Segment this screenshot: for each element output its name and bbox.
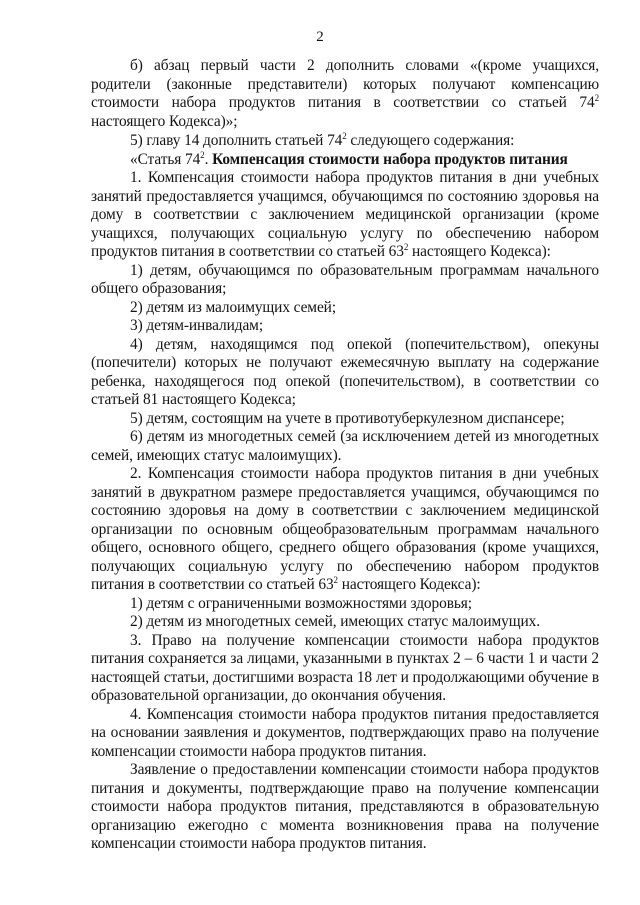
paragraph-text: настоящего Кодекса): [408, 243, 551, 260]
list-item-2-1: 1) детям с ограниченными возможностями здоровья; [130, 594, 472, 612]
paragraph-part-3: 3. Право на получение компенсации стоимости набора продуктов питания сохраняется за лицами, указанными в пунктах 2 – 6 части 1 и части 2 настоящей статьи, достигшими возраста 18 лет и продолжающими обучение в образовательной организации, до окончания обучения. [91, 631, 599, 704]
superscript: 2 [342, 131, 347, 141]
paragraph-text: 1. Компенсация стоимости набора продуктов питания в дни учебных занятий предоставляется учащимся, обучающимся по состоянию здоровья на дому в соответствии с заключением медицинской организации (кроме учащихся, получающих социальную услугу по обеспечению набором продуктов питания в соответствии со статьей 63 [91, 169, 599, 260]
paragraph-amendment-5 [91, 132, 599, 151]
list-item-1-1: 1) детям, обучающимся по образовательным программам начального общего образования; [91, 261, 599, 297]
list-item-1-6: 6) детям из многодетных семей (за исключением детей из многодетных семей, имеющих статус малоимущих). [91, 428, 599, 464]
page-number: 2 [316, 29, 324, 45]
list-item-2-2: 2) детям из многодетных семей, имеющих статус малоимущих. [130, 613, 540, 630]
list-item-1-4: 4) детям, находящимся под опекой (попечительством), опекуны (попечители) которых не получают ежемесячную выплату на содержание ребенка, находящегося под опекой (попечительством), в соответствии со статьей 81 настоящего Кодекса; [91, 335, 599, 408]
superscript: 2 [594, 93, 599, 103]
article-heading [91, 151, 599, 170]
article-title: Компенсация стоимости набора продуктов питания [212, 150, 568, 168]
list-item-1-2: 2) детям из малоимущих семей; [130, 298, 336, 316]
article-separator: . [204, 150, 213, 168]
paragraph-part-4: 4. Компенсация стоимости набора продуктов питания предоставляется на основании заявления и документов, подтверждающих право на получение компенсации стоимости набора продуктов питания. [91, 705, 599, 760]
paragraph-part-1 [91, 169, 599, 262]
paragraph-text: 2. Компенсация стоимости набора продуктов питания в дни учебных занятий в двукратном размере предоставляется учащимся, обучающимся по состоянию здоровья на дому в соответствии с заключением медицинской организации по основным общеобразовательным программам начального общего, основного общего, среднего общего образования (кроме учащихся, получающих социальную услугу по обеспечению набором продуктов питания в соответствии со статьей 63 [91, 465, 599, 593]
paragraph-text: 5) главу 14 дополнить статьей 74 [130, 132, 343, 149]
paragraph-amendment-b [91, 57, 599, 131]
superscript: 2 [200, 149, 205, 160]
document-body [91, 57, 599, 854]
list-item-1-5: 5) детям, состоящим на учете в противотуберкулезном диспансере; [130, 409, 565, 427]
paragraph-application: Заявление о предоставлении компенсации стоимости набора продуктов питания и документы, подтверждающие право на получение компенсации стоимости набора продуктов питания, представляются в образовательную организацию ежегодно с момента возникновения права на получение компенсации стоимости набора продуктов питания. [91, 761, 599, 852]
superscript: 2 [403, 242, 409, 252]
paragraph-part-2 [91, 465, 599, 595]
paragraph-text: настоящего Кодекса): [337, 576, 481, 593]
superscript: 2 [333, 575, 338, 585]
paragraph-text: следующего содержания: [346, 132, 515, 149]
list-item-1-3: 3) детям-инвалидам; [130, 317, 263, 334]
paragraph-text: настоящего Кодекса)»; [91, 112, 238, 130]
paragraph-text: б) абзац первый части 2 дополнить словами «(кроме учащихся, родители (законные представители) которых получают компенсацию стоимости набора продуктов питания в соответствии со статьей 74 [91, 57, 599, 111]
article-number: «Статья 74 [130, 150, 201, 168]
